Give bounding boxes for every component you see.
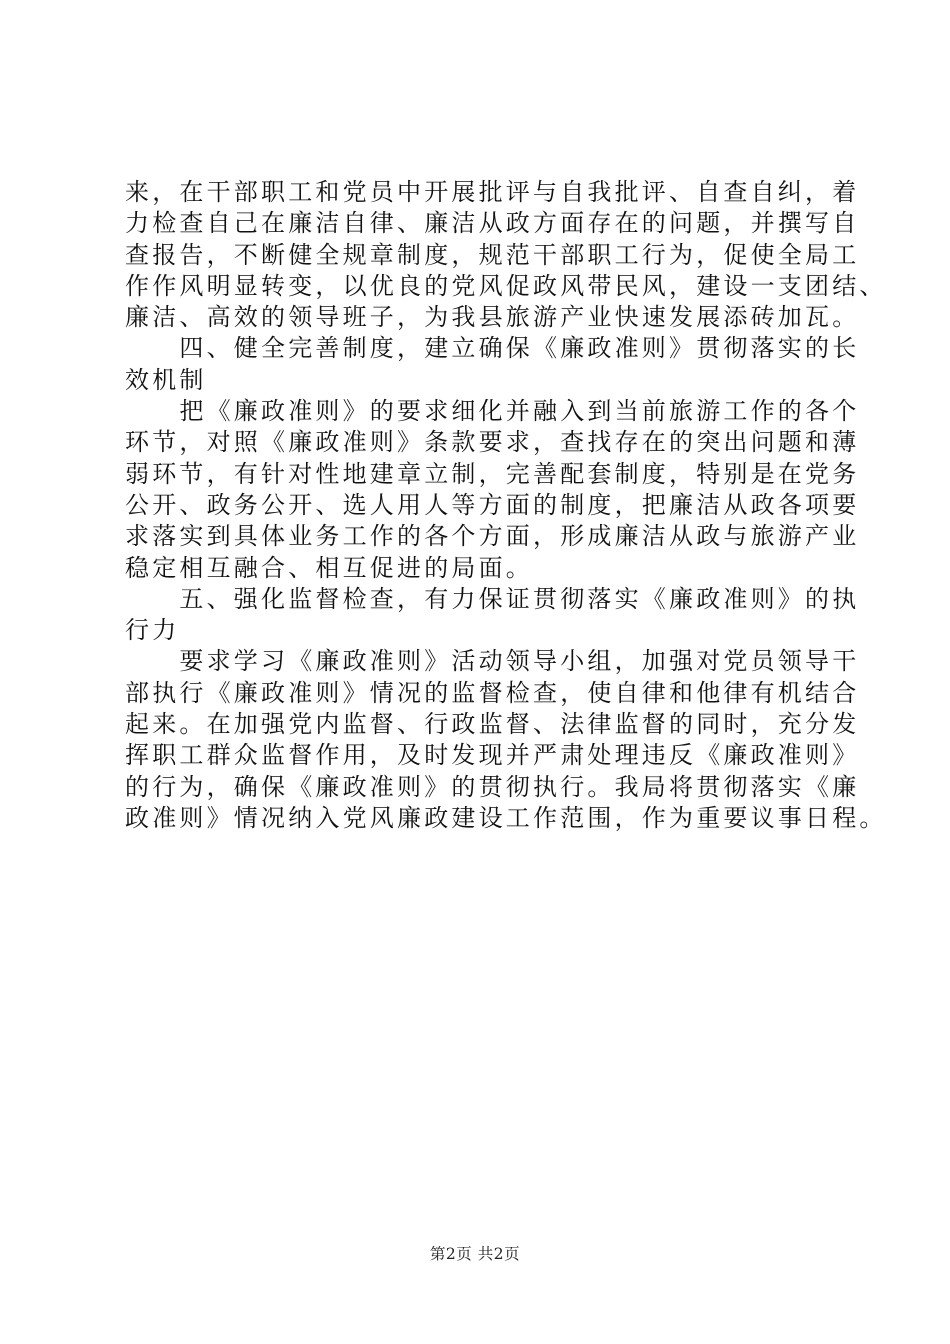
text-line: 廉洁、高效的领导班子，为我县旅游产业快速发展添砖加瓦。: [125, 303, 860, 332]
text-line: 来，在干部职工和党员中开展批评与自我批评、自查自纠，着: [125, 178, 860, 206]
text-line: 稳定相互融合、相互促进的局面。: [125, 553, 533, 582]
text-line: 起来。在加强党内监督、行政监督、法律监督的同时，充分发: [125, 710, 860, 739]
text-line: 作作风明显转变，以优良的党风促政风带民风，建设一支团结、: [125, 271, 887, 300]
text-line: 公开、政务公开、选人用人等方面的制度，把廉洁从政各项要: [125, 490, 860, 519]
section-heading-line: 五、强化监督检查，有力保证贯彻落实《廉政准则》的执: [125, 584, 860, 613]
text-line: 弱环节，有针对性地建章立制，完善配套制度，特别是在党务: [125, 459, 860, 488]
text-line: 求落实到具体业务工作的各个方面，形成廉洁从政与旅游产业: [125, 522, 860, 551]
section-heading-line: 四、健全完善制度，建立确保《廉政准则》贯彻落实的长: [125, 334, 860, 363]
section-heading-line: 行力: [125, 616, 180, 645]
text-line: 挥职工群众监督作用，及时发现并严肃处理违反《廉政准则》: [125, 741, 860, 770]
text-line: 把《廉政准则》的要求细化并融入到当前旅游工作的各个: [125, 397, 860, 426]
text-line: 查报告，不断健全规章制度，规范干部职工行为，促使全局工: [125, 240, 860, 269]
page-number-footer: 第2页 共2页: [429, 1245, 521, 1263]
text-line: 政准则》情况纳入党风廉政建设工作范围，作为重要议事日程。: [125, 803, 887, 832]
text-line: 环节，对照《廉政准则》条款要求，查找存在的突出问题和薄: [125, 428, 860, 457]
text-line: 的行为，确保《廉政准则》的贯彻执行。我局将贯彻落实《廉: [125, 772, 860, 801]
section-heading-line: 效机制: [125, 365, 207, 394]
text-line: 要求学习《廉政准则》活动领导小组，加强对党员领导干: [125, 647, 860, 676]
text-line: 力检查自己在廉洁自律、廉洁从政方面存在的问题，并撰写自: [125, 209, 860, 238]
document-body: [125, 177, 887, 834]
text-line: 部执行《廉政准则》情况的监督检查，使自律和他律有机结合: [125, 678, 860, 707]
